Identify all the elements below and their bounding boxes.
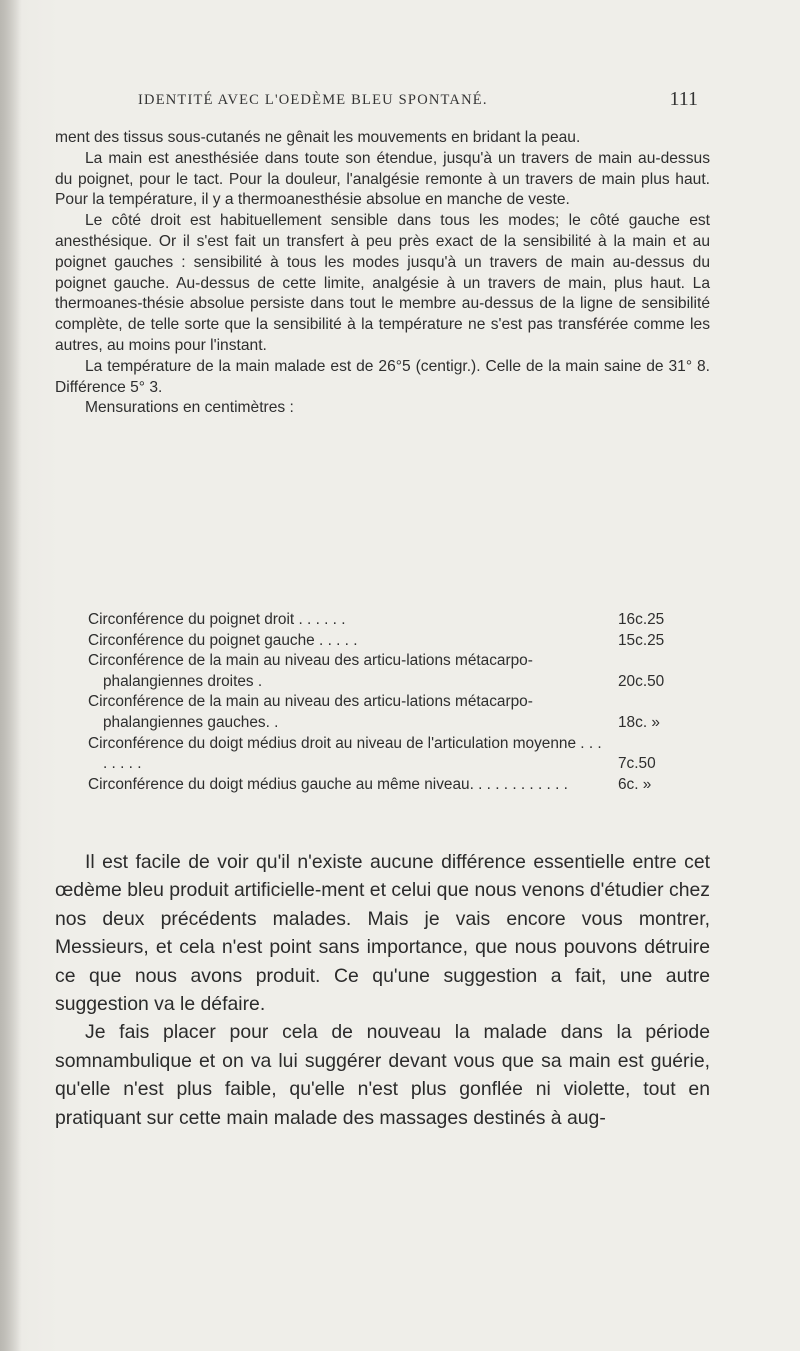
lecture-text — [55, 848, 710, 1132]
paragraph: La main est anesthésiée dans toute son étendue, jusqu'à un travers de main au-dessus du poignet, pour le tact. Pour la douleur, l'analgésie remonte à un travers de main plus haut. Pour la température, il y a thermoanesthésie absolue en manche de veste. — [55, 149, 710, 209]
binding-shadow — [0, 0, 22, 1351]
measurement-value: 6c. » — [618, 775, 652, 793]
measurement-value: 18c. » — [618, 713, 660, 731]
paragraph: Mensurations en centimètres : — [85, 399, 294, 417]
measurement-row — [88, 610, 698, 631]
measurement-label: Circonférence de la main au niveau des articu-lations métacarpo-phalangiennes gauches. . — [88, 693, 533, 731]
page-header — [138, 88, 698, 114]
page-number: 111 — [669, 88, 698, 110]
paragraph: Le côté droit est habituellement sensible dans tous les modes; le côté gauche est anesthésique. Or il s'est fait un transfert à peu près exact de la sensibilité à la main et au poignet gauches : sensibilité à tous les modes jusqu'à un travers de main au-dessus du poignet gauche. Au-dessus de cette limite, analgésie à un travers de main, plus haut. La thermoanes-thésie absolue persiste dans tout le membre au-dessus de la ligne de sensibilité complète, de telle sorte que la sensibilité à la température ne s'est pas transférée comme les autres, au moins pour l'instant. — [55, 212, 710, 354]
measurement-value: 7c.50 — [618, 755, 656, 773]
measurement-label: Circonférence de la main au niveau des articu-lations métacarpo-phalangiennes droites . — [88, 652, 533, 690]
measurement-row — [88, 651, 698, 692]
measurement-row — [88, 775, 698, 796]
clinical-notes — [55, 128, 710, 419]
measurement-label: Circonférence du doigt médius droit au niveau de l'articulation moyenne . . . . . . . . — [88, 734, 602, 773]
measurement-row — [88, 734, 698, 775]
paragraph: Je fais placer pour cela de nouveau la malade dans la période somnambulique et on va lui suggérer devant vous que sa main est guérie, qu'elle n'est plus faible, qu'elle n'est plus gonflée ni violette, tout en pratiquant sur cette main malade des massages destinés à aug- — [55, 1021, 710, 1129]
paragraph: La température de la main malade est de 26°5 (centigr.). Celle de la main saine de 31° 8. Différence 5° 3. — [55, 357, 710, 396]
paragraph: ment des tissus sous-cutanés ne gênait les mouvements en bridant la peau. — [55, 129, 581, 146]
measurement-label: Circonférence du poignet droit . . . . . . — [88, 611, 346, 628]
measurement-row — [88, 692, 698, 733]
running-head: IDENTITÉ AVEC L'OEDÈME BLEU SPONTANÉ. — [138, 92, 488, 108]
measurement-value: 15c.25 — [618, 631, 665, 649]
measurement-label: Circonférence du poignet gauche . . . . . — [88, 631, 358, 649]
measurement-row — [88, 631, 698, 652]
measurement-label: Circonférence du doigt médius gauche au même niveau. . . . . . . . . . . . — [88, 775, 568, 793]
measurements-list — [88, 610, 698, 795]
measurement-value: 20c.50 — [618, 672, 665, 690]
measurement-value: 16c.25 — [618, 611, 665, 628]
paragraph: Il est facile de voir qu'il n'existe aucune différence essentielle entre cet œdème bleu produit artificielle-ment et celui que nous venons d'étudier chez nos deux précédents malades. Mais je vais encore vous montrer, Messieurs, et cela n'est point sans importance, que nous pouvons détruire ce que nous avons produit. Ce qu'une suggestion a fait, une autre suggestion va le défaire. — [55, 851, 710, 1016]
